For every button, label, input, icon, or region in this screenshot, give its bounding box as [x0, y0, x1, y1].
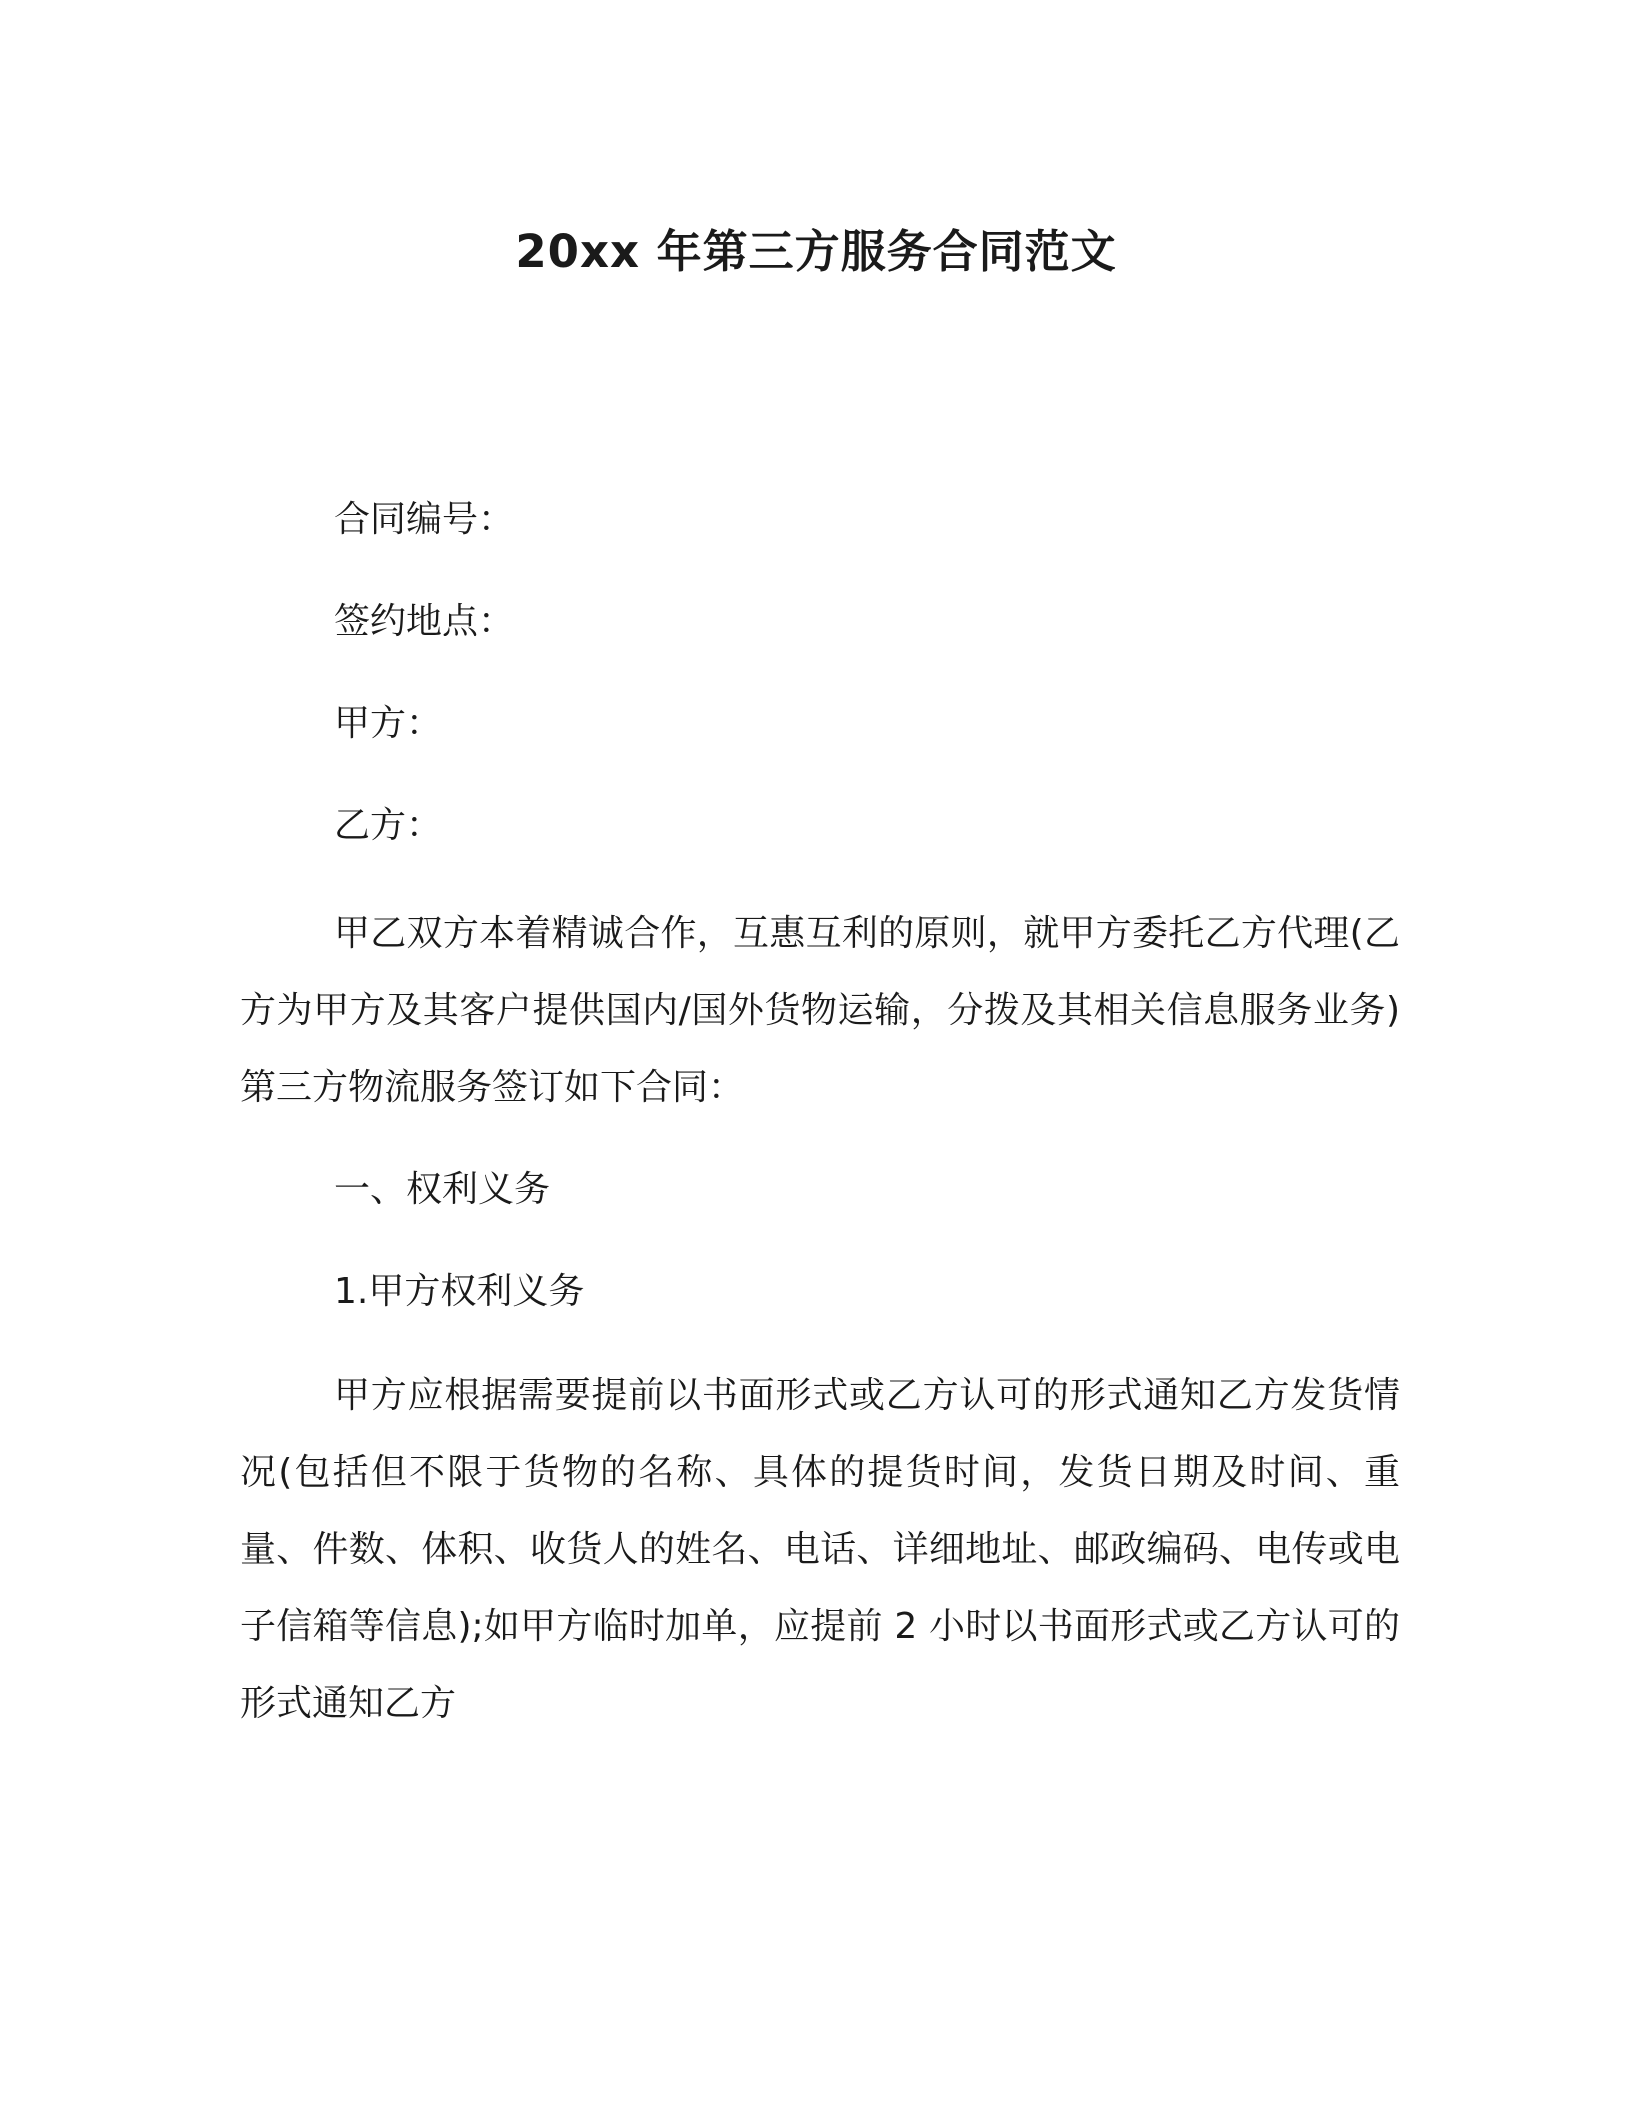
document-title: 20xx 年第三方服务合同范文	[515, 225, 1117, 278]
section-heading-rights-obligations: 一、权利义务	[334, 1169, 551, 1210]
party-a-field: 甲方：	[334, 703, 443, 744]
signing-place-field: 签约地点：	[334, 601, 515, 642]
contract-number-field: 合同编号：	[334, 499, 515, 540]
intro-paragraph: 甲乙双方本着精诚合作，互惠互利的原则，就甲方委托乙方代理(乙方为甲方及其客户提供国内/国外货物运输，分拨及其相关信息服务业务)第三方物流服务签订如下合同：	[240, 913, 1400, 1108]
party-b-field: 乙方：	[334, 805, 443, 846]
subsection-heading-party-a-rights: 1.甲方权利义务	[334, 1271, 585, 1312]
clause-paragraph: 甲方应根据需要提前以书面形式或乙方认可的形式通知乙方发货情况(包括但不限于货物的名称、具体的提货时间，发货日期及时间、重量、件数、体积、收货人的姓名、电话、详细地址、邮政编码、电传或电子信箱等信息);如甲方临时加单，应提前 2 小时以书面形式或乙方认可的形式通知乙方	[240, 1375, 1400, 1724]
